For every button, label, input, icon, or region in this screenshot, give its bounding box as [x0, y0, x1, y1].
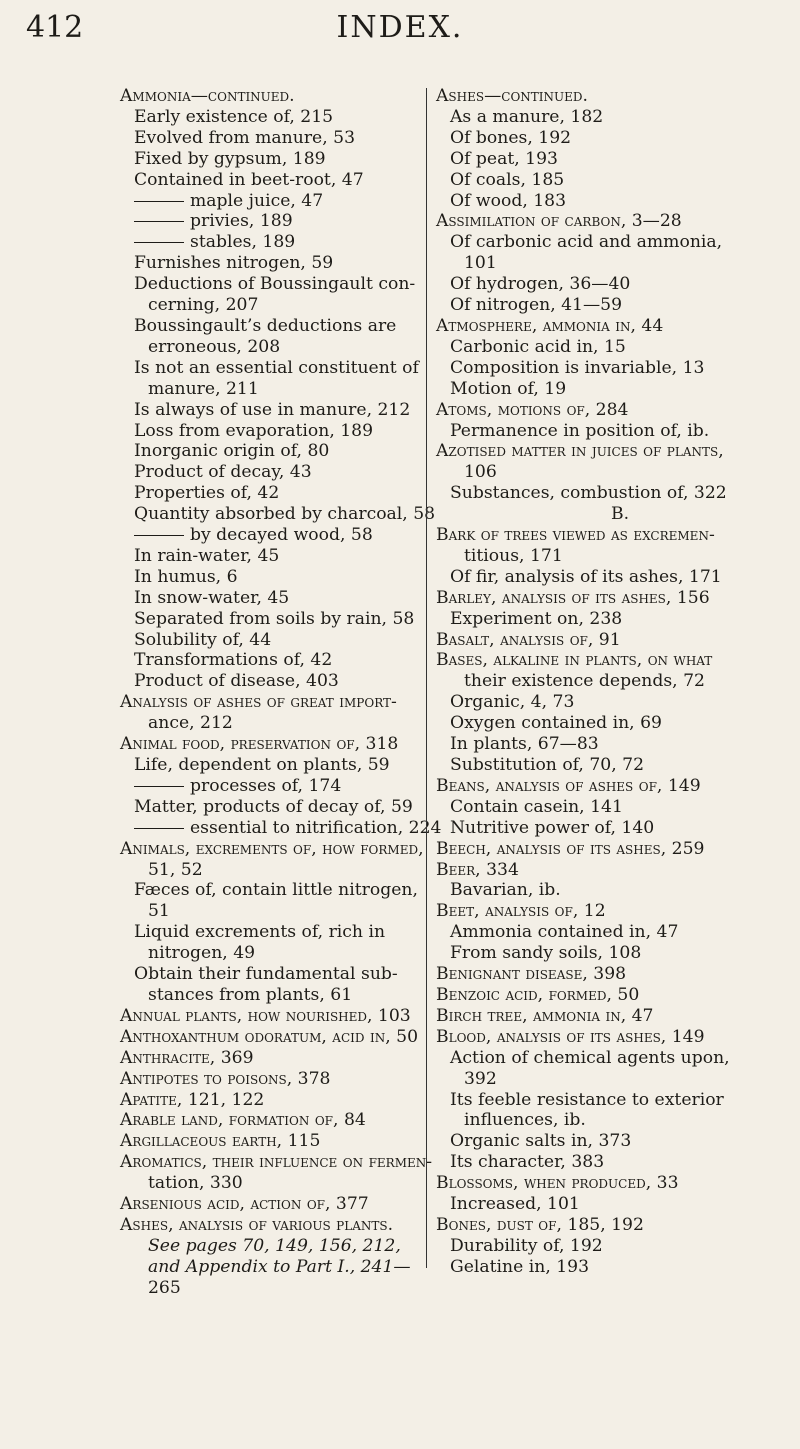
index-entry [120, 86, 420, 107]
index-entry-text: Boussingault’s deductions are [134, 315, 397, 336]
index-entry [120, 609, 420, 630]
section-letter [436, 504, 800, 525]
index-entry-text: nitrogen, 49 [148, 943, 256, 964]
index-entry-text: 265 [148, 1277, 181, 1298]
index-entry-text: From sandy soils, 108 [450, 943, 642, 964]
index-entry-text: Assimilation of carbon, 3—28 [436, 211, 682, 232]
index-entry-text: Transformations of, 42 [134, 650, 333, 671]
index-entry [436, 1257, 800, 1278]
index-entry-text: Beet, analysis of, 12 [436, 901, 606, 922]
index-entry-text: ance, 212 [148, 713, 233, 734]
index-entry-text: Of carbonic acid and ammonia, [450, 232, 723, 253]
index-entry [436, 734, 800, 755]
index-entry-text: stables, 189 [190, 232, 296, 253]
index-entry [120, 755, 420, 776]
index-entry [120, 295, 420, 316]
index-entry [436, 546, 800, 567]
ditto-dash [134, 221, 184, 222]
index-entry [436, 609, 800, 630]
index-entry [120, 860, 420, 881]
index-entry [120, 358, 420, 379]
index-entry-text: Permanence in position of, ib. [450, 420, 710, 441]
index-entry [436, 274, 800, 295]
index-entry-text: Matter, products of decay of, 59 [134, 796, 413, 817]
index-entry-text: Motion of, 19 [450, 378, 567, 399]
index-entry-text: 101 [464, 253, 497, 274]
index-entry [436, 713, 800, 734]
index-entry [120, 964, 420, 985]
index-entry-text: Contain casein, 141 [450, 796, 623, 817]
index-entry [120, 817, 442, 839]
index-entry [436, 922, 800, 943]
index-entry [120, 797, 420, 818]
index-entry-text: Inorganic origin of, 80 [134, 441, 330, 462]
index-entry-text: Benignant disease, 398 [436, 964, 627, 985]
ditto-dash [134, 201, 184, 202]
index-entry-text: Experiment on, 238 [450, 608, 623, 629]
index-entry-text: essential to nitrification, 224 [190, 817, 442, 838]
index-entry-text: In humus, 6 [134, 566, 238, 587]
index-entry-text: Durability of, 192 [450, 1235, 603, 1256]
index-entry [120, 170, 420, 191]
index-entry [436, 630, 800, 651]
index-entry-text: Its character, 383 [450, 1152, 605, 1173]
index-entry [120, 441, 420, 462]
index-entry-text: Aromatics, their influence on fermen- [120, 1152, 433, 1173]
index-entry [120, 211, 420, 232]
index-entry-text: Of hydrogen, 36—40 [450, 274, 631, 295]
index-entry-text: Obtain their fundamental sub- [134, 964, 398, 985]
index-entry-text: Ashes—continued. [436, 86, 588, 106]
page-header [26, 10, 774, 50]
index-entry [436, 776, 800, 797]
index-entry-text: and Appendix to Part I., 241— [148, 1256, 411, 1277]
index-entry-text: Analysis of ashes of great import- [120, 692, 397, 713]
index-entry [436, 211, 800, 232]
index-entry-text: Apatite, 121, 122 [120, 1089, 265, 1110]
index-entry [120, 232, 420, 253]
index-entry [436, 692, 800, 713]
index-entry [436, 316, 800, 337]
index-entry [120, 1194, 420, 1215]
index-column-right [436, 86, 800, 1278]
index-entry [436, 1006, 800, 1027]
index-entry-text: Annual plants, how nourished, 103 [120, 1005, 411, 1026]
index-entry-text: Bases, alkaline in plants, on what [436, 650, 713, 671]
index-entry [120, 128, 420, 149]
index-entry-text: stances from plants, 61 [148, 984, 353, 1005]
index-entry [436, 1152, 800, 1173]
index-entry [120, 776, 420, 797]
index-entry [120, 650, 420, 671]
index-entry-text: Early existence of, 215 [134, 106, 334, 127]
index-entry [120, 253, 420, 274]
index-entry-text: privies, 189 [190, 211, 293, 232]
index-entry-text: Azotised matter in juices of plants, [436, 441, 724, 462]
index-entry-text: Ammonia contained in, 47 [450, 922, 679, 943]
index-entry-text: tation, 330 [148, 1173, 243, 1194]
column-divider [426, 88, 427, 1268]
index-entry [120, 191, 420, 212]
index-entry-text: 106 [464, 462, 497, 483]
index-entry-text: Of peat, 193 [450, 148, 558, 169]
index-entry [436, 170, 800, 191]
index-entry [120, 483, 420, 504]
index-entry [120, 1278, 420, 1299]
index-entry [120, 1173, 420, 1194]
index-entry-text: 51, 52 [148, 859, 203, 880]
index-entry [436, 964, 800, 985]
index-entry-text: Animal food, preservation of, 318 [120, 734, 399, 755]
index-entry-text: Its feeble resistance to exterior [450, 1089, 724, 1110]
index-entry [436, 483, 800, 504]
index-entry-text: Beans, analysis of ashes of, 149 [436, 775, 701, 796]
ditto-dash [134, 242, 184, 243]
index-entry [120, 149, 420, 170]
ditto-dash [134, 535, 184, 536]
index-entry [436, 400, 800, 421]
index-entry-text: Arable land, formation of, 84 [120, 1110, 366, 1131]
index-entry-text: by decayed wood, 58 [190, 525, 373, 546]
index-entry-text: influences, ib. [464, 1110, 586, 1131]
index-entry-text: Bavarian, ib. [450, 880, 561, 901]
index-entry [436, 1131, 800, 1152]
index-entry-text: Product of disease, 403 [134, 671, 339, 692]
index-entry [436, 128, 800, 149]
index-entry-text: Solubility of, 44 [134, 629, 272, 650]
index-entry [436, 1236, 800, 1257]
index-entry-text: Quantity absorbed by charcoal, 58 [134, 504, 436, 525]
index-entry [436, 358, 800, 379]
index-entry [120, 630, 420, 651]
index-entry [436, 462, 800, 483]
index-entry-text: 392 [464, 1068, 497, 1089]
index-entry [120, 1236, 420, 1257]
index-entry-text: See pages 70, 149, 156, 212, [148, 1235, 401, 1256]
index-entry-text: manure, 211 [148, 378, 259, 399]
index-entry-text: Of coals, 185 [450, 169, 565, 190]
index-entry-text: In plants, 67—83 [450, 734, 599, 755]
index-entry-text: cerning, 207 [148, 295, 259, 316]
index-entry-text: Beech, analysis of its ashes, 259 [436, 838, 705, 859]
index-entry-text: titious, 171 [464, 545, 563, 566]
index-entry [436, 818, 800, 839]
index-entry [436, 337, 800, 358]
index-entry-text: Nutritive power of, 140 [450, 817, 655, 838]
index-entry-text: Life, dependent on plants, 59 [134, 755, 390, 775]
index-entry [120, 462, 420, 483]
index-entry-text: Barley, analysis of its ashes, 156 [436, 587, 710, 608]
index-entry [436, 1069, 800, 1090]
index-entry [120, 1131, 420, 1152]
index-entry-text: In rain-water, 45 [134, 545, 280, 566]
index-entry-text: Separated from soils by rain, 58 [134, 608, 415, 629]
index-entry [436, 1194, 800, 1215]
index-entry [436, 839, 800, 860]
index-entry [120, 901, 420, 922]
index-entry-text: Of fir, analysis of its ashes, 171 [450, 566, 722, 587]
index-entry-text: Of nitrogen, 41—59 [450, 295, 623, 316]
index-entry [436, 567, 800, 588]
index-entry [120, 671, 420, 692]
index-entry [436, 253, 800, 274]
index-entry [436, 943, 800, 964]
index-entry [436, 107, 800, 128]
running-head: INDEX. [336, 10, 464, 45]
index-entry [436, 1110, 800, 1131]
index-entry-text: Is always of use in manure, 212 [134, 399, 411, 420]
index-entry [436, 232, 800, 253]
index-entry-text: Increased, 101 [450, 1194, 580, 1215]
index-entry [120, 838, 424, 860]
index-entry [120, 588, 420, 609]
index-entry-text: erroneous, 208 [148, 336, 281, 357]
index-entry-text: Atmosphere, ammonia in, 44 [436, 315, 664, 336]
index-entry-text: Oxygen contained in, 69 [450, 713, 662, 734]
index-entry [436, 985, 800, 1006]
ditto-dash [134, 828, 184, 829]
index-entry-text: Animals, excrements of, how formed, [120, 838, 424, 859]
index-entry [120, 922, 420, 943]
index-entry-text: Gelatine in, 193 [450, 1256, 590, 1277]
index-entry [436, 901, 800, 922]
index-entry-text: their existence depends, 72 [464, 671, 705, 692]
index-entry-text: Basalt, analysis of, 91 [436, 629, 621, 650]
index-entry-text: Substances, combustion of, 322 [450, 483, 727, 504]
index-entry-text: Liquid excrements of, rich in [134, 922, 386, 943]
index-entry [120, 107, 420, 128]
index-entry [120, 1048, 420, 1069]
index-entry [436, 860, 800, 881]
index-entry [120, 1257, 420, 1278]
index-entry-text: Benzoic acid, formed, 50 [436, 984, 640, 1005]
index-entry [436, 379, 800, 400]
index-entry [120, 1006, 420, 1027]
index-entry-text: Argillaceous earth, 115 [120, 1131, 321, 1152]
index-entry-text: Product of decay, 43 [134, 462, 312, 483]
index-entry [120, 713, 420, 734]
index-entry-text: Evolved from manure, 53 [134, 127, 356, 148]
index-entry [436, 1173, 800, 1194]
index-entry-text: Birch tree, ammonia in, 47 [436, 1005, 654, 1026]
index-entry [120, 734, 420, 755]
index-entry [120, 692, 420, 713]
index-entry [436, 441, 800, 462]
index-entry-text: Fixed by gypsum, 189 [134, 148, 326, 169]
index-entry-text: Antipotes to poisons, 378 [120, 1068, 331, 1089]
index-entry-text: B. [610, 504, 630, 525]
index-entry-text: Beer, 334 [436, 859, 519, 880]
index-entry [120, 1090, 420, 1111]
index-entry [120, 567, 420, 588]
index-entry-text: Contained in beet-root, 47 [134, 169, 364, 190]
index-entry [436, 797, 800, 818]
index-entry-text: Organic salts in, 373 [450, 1131, 632, 1152]
index-entry-text: Is not an essential constituent of [134, 357, 419, 378]
index-entry-text: Loss from evaporation, 189 [134, 420, 374, 441]
index-entry [120, 316, 420, 337]
index-entry [120, 943, 420, 964]
index-entry-text: Carbonic acid in, 15 [450, 336, 626, 357]
index-entry-text: Of bones, 192 [450, 127, 572, 148]
index-entry-text: Properties of, 42 [134, 483, 280, 504]
index-entry [120, 400, 420, 421]
index-entry-text: Atoms, motions of, 284 [436, 399, 629, 420]
index-entry [120, 985, 420, 1006]
index-entry-text: Ammonia—continued. [120, 86, 295, 106]
index-entry-text: 51 [148, 901, 170, 922]
index-entry [436, 671, 800, 692]
index-entry [120, 379, 420, 400]
index-entry [436, 525, 800, 546]
index-entry [436, 149, 800, 170]
index-column-left [120, 86, 442, 1299]
index-entry [120, 274, 420, 295]
index-entry-text: Blood, analysis of its ashes, 149 [436, 1026, 705, 1047]
index-entry [120, 1152, 433, 1173]
index-entry-text: Bark of trees viewed as excremen- [436, 525, 715, 546]
index-entry-text: Bones, dust of, 185, 192 [436, 1214, 644, 1235]
index-entry [436, 880, 800, 901]
index-entry-text: processes of, 174 [190, 775, 342, 796]
index-entry [120, 421, 420, 442]
index-entry-text: maple juice, 47 [190, 190, 324, 211]
index-entry [436, 1215, 800, 1236]
index-entry [436, 86, 800, 107]
index-entry [120, 525, 420, 546]
index-entry-text: Anthracite, 369 [120, 1047, 254, 1068]
index-entry-text: Anthoxanthum odoratum, acid in, 50 [120, 1026, 419, 1047]
index-entry-text: Fæces of, contain little nitrogen, [134, 880, 418, 901]
index-entry [120, 546, 420, 567]
index-entry [120, 1215, 420, 1236]
page-number: 412 [26, 10, 84, 45]
index-entry-text: Furnishes nitrogen, 59 [134, 253, 334, 274]
index-entry-text: As a manure, 182 [450, 106, 604, 127]
index-entry [120, 1110, 420, 1131]
index-entry-text: Substitution of, 70, 72 [450, 755, 645, 775]
index-entry [436, 755, 800, 776]
ditto-dash [134, 786, 184, 787]
index-entry [436, 650, 800, 671]
index-entry [120, 504, 436, 525]
index-entry-text: Arsenious acid, action of, 377 [120, 1194, 369, 1215]
index-entry [120, 880, 420, 901]
index-entry-text: In snow-water, 45 [134, 587, 290, 608]
index-entry [436, 588, 800, 609]
index-entry-text: Organic, 4, 73 [450, 692, 575, 713]
index-entry [436, 421, 800, 442]
index-entry [436, 1048, 800, 1069]
index-entry [120, 1069, 420, 1090]
index-entry [436, 1027, 800, 1048]
index-entry [436, 1090, 800, 1111]
index-entry-text: Blossoms, when produced, 33 [436, 1173, 679, 1194]
index-entry-text: Deductions of Boussingault con- [134, 274, 416, 295]
index-entry [436, 191, 800, 212]
index-entry-text: Of wood, 183 [450, 190, 567, 211]
index-entry [120, 337, 420, 358]
index-entry-text: Composition is invariable, 13 [450, 357, 705, 378]
index-entry [120, 1027, 420, 1048]
index-entry-text: Ashes, analysis of various plants. [120, 1214, 394, 1235]
index-entry [436, 295, 800, 316]
index-entry-text: Action of chemical agents upon, [450, 1047, 730, 1068]
